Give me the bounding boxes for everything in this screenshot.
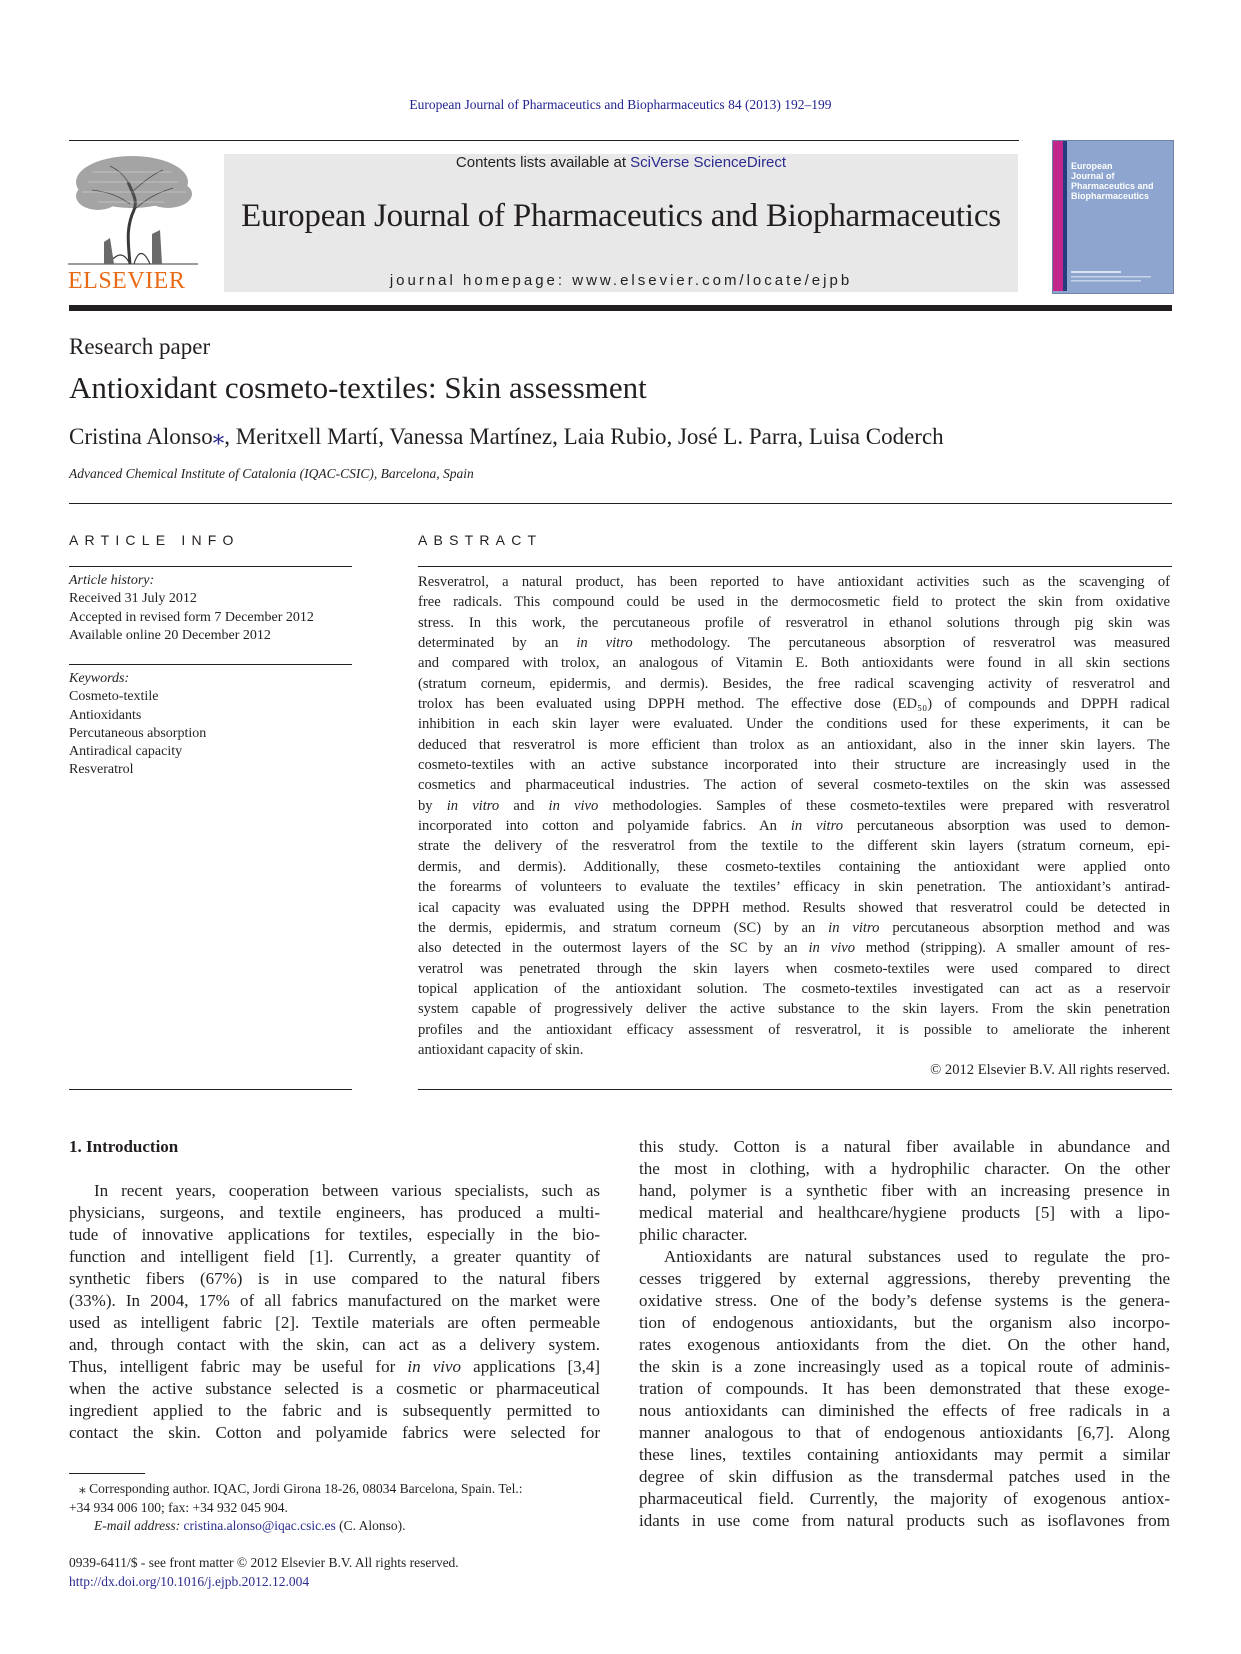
body-line: hand, polymer is a synthetic fiber with an increasing presence in <box>639 1181 1170 1200</box>
email-link[interactable]: cristina.alonso@iqac.csic.es <box>183 1518 336 1533</box>
cover-title: European Journal of Pharmaceutics and Biopharmaceutics <box>1071 161 1154 201</box>
contents-prefix: Contents lists available at <box>455 154 631 171</box>
footnote-corresponding: ⁎ Corresponding author. IQAC, Jordi Girona 18-26, 08034 Barcelona, Spain. Tel.: <box>79 1481 523 1496</box>
journal-homepage[interactable]: journal homepage: www.elsevier.com/locate/ejpb <box>389 272 853 289</box>
body-line: degree of skin diffusion as the transdermal patches used in the <box>639 1467 1170 1486</box>
body-line: idants in use come from natural products such as isoflavones from <box>639 1511 1170 1530</box>
email-label: E-mail address: <box>94 1518 184 1533</box>
abstract-heading: ABSTRACT <box>418 532 543 548</box>
elsevier-tree-logo <box>68 152 198 268</box>
header-thick-rule <box>69 305 1172 311</box>
abstract-line: dermis, and dermis). Additionally, these cosmeto-textiles containing the antioxidant were applied onto <box>418 858 1170 875</box>
abstract-line: the dermis, epidermis, and stratum corneum (SC) by an in vitro percutaneous absorption method and was <box>418 919 1170 936</box>
body-line: function and intelligent field [1]. Currently, a greater quantity of <box>69 1247 600 1266</box>
body-line: when the active substance selected is a cosmetic or pharmaceutical <box>69 1379 600 1398</box>
header-top-rule <box>69 140 1019 141</box>
cover-magenta-band <box>1053 141 1063 291</box>
body-line: oxidative stress. One of the body’s defense systems is the genera- <box>639 1291 1170 1310</box>
issn-line: 0939-6411/$ - see front matter © 2012 Elsevier B.V. All rights reserved. <box>69 1555 459 1570</box>
footnote-email-line <box>69 1517 609 1536</box>
abstract-line: cosmeto-textiles with an active substance incorporated into their structure are increasingly used in the <box>418 757 1170 774</box>
keywords-rule <box>69 664 352 665</box>
footnote-rule <box>69 1473 145 1474</box>
cover-navy-band <box>1063 141 1067 291</box>
abstract-line: and compared with trolox, an analogous of Vitamin E. Both antioxidants were found in all skin sections <box>418 655 1170 672</box>
abstract-line: by in vitro and in vivo methodologies. Samples of these cosmeto-textiles were prepared with resveratrol <box>418 797 1170 814</box>
cover-footer-lines <box>1071 269 1161 283</box>
body-line: and, through contact with the skin, can act as a delivery system. <box>69 1335 600 1354</box>
abstract-line: inhibition in each skin layer were evaluated. Under the conditions used for these experiments, it can be <box>418 716 1170 733</box>
section-heading-introduction: 1. Introduction <box>69 1137 179 1156</box>
body-line: rates exogenous antioxidants from the diet. On the other hand, <box>639 1335 1170 1354</box>
abstract-line: profiles and the antioxidant efficacy assessment of resveratrol, it is possible to ameliorate the inherent <box>418 1021 1170 1038</box>
body-line: (33%). In 2004, 17% of all fabrics manufactured on the market were <box>69 1291 600 1310</box>
keyword-item: Percutaneous absorption <box>69 725 207 741</box>
article-type: Research paper <box>69 334 211 359</box>
abstract-bottom-rule <box>418 1089 1172 1090</box>
keyword-item: Antioxidants <box>69 707 142 723</box>
other-authors: , Meritxell Martí, Vanessa Martínez, Laia Rubio, José L. Parra, Luisa Coderch <box>224 424 944 449</box>
history-label: Article history: <box>69 573 155 588</box>
abstract-line: antioxidant capacity of skin. <box>418 1041 584 1058</box>
abstract-line: system capable of progressively deliver the active substance to the skin layers. From the skin penetration <box>418 1001 1170 1018</box>
elsevier-wordmark: ELSEVIER <box>68 268 186 294</box>
abstract-line: determinated by an in vitro methodology. The percutaneous absorption of resveratrol was measured <box>418 635 1170 652</box>
abstract-body <box>418 572 1170 1081</box>
body-line: physicians, surgeons, and textile engineers, has produced a multi- <box>69 1203 600 1222</box>
history-accepted: Accepted in revised form 7 December 2012 <box>69 609 314 625</box>
contents-available-line <box>224 154 1018 171</box>
abstract-line: deduced that resveratrol is more efficient than trolox as an antioxidant, also in the inner skin layers. The <box>418 736 1170 753</box>
body-line: ingredient applied to the fabric and is subsequently permitted to <box>69 1401 600 1420</box>
body-line: philic character. <box>639 1225 748 1244</box>
body-line: these lines, textiles containing antioxidants may permit a similar <box>639 1445 1170 1464</box>
corresponding-author-mark[interactable]: ⁎ <box>212 424 225 449</box>
body-line: tration of compounds. It has been demonstrated that these exoge- <box>639 1379 1170 1398</box>
body-line: In recent years, cooperation between various specialists, such as <box>94 1181 600 1200</box>
abstract-line: topical application of the antioxidant solution. The cosmeto-textiles investigated can act as a reservoir <box>418 980 1170 997</box>
abstract-line: stress. In this work, the percutaneous profile of resveratrol in ethanol solutions through pig skin was <box>418 614 1170 631</box>
body-line: medical material and healthcare/hygiene products [5] with a lipo- <box>639 1203 1170 1222</box>
body-line: pharmaceutical field. Currently, the majority of exogenous antiox- <box>639 1489 1170 1508</box>
front-matter-info <box>69 1554 629 1591</box>
keywords-block <box>69 670 354 780</box>
keyword-item: Cosmeto-textile <box>69 689 159 705</box>
first-author: Cristina Alonso <box>69 424 213 449</box>
journal-cover-thumbnail <box>1052 140 1174 294</box>
body-line: this study. Cotton is a natural fiber available in abundance and <box>639 1137 1170 1156</box>
email-suffix: (C. Alonso). <box>335 1518 406 1533</box>
body-line: Thus, intelligent fabric may be useful for in vivo applications [3,4] <box>69 1357 601 1376</box>
intro-left-column <box>69 1180 600 1444</box>
doi-link[interactable]: http://dx.doi.org/10.1016/j.ejpb.2012.12.004 <box>69 1573 310 1589</box>
abstract-line: ical capacity was evaluated using the DPPH method. Results showed that resveratrol could be detected in <box>418 899 1170 916</box>
abstract-line: incorporated into cotton and polyamide fabrics. An in vitro percutaneous absorption was used to demon- <box>418 818 1170 835</box>
corresponding-author-footnote <box>69 1480 609 1536</box>
abstract-line: veratrol was penetrated through the skin layers when cosmeto-textiles were used compared to direct <box>418 960 1170 977</box>
body-line: tude of innovative applications for textiles, especially in the bio- <box>69 1225 600 1244</box>
abstract-top-rule <box>418 566 1172 567</box>
article-history <box>69 572 354 645</box>
body-line: the most in clothing, with a hydrophilic character. On the other <box>639 1159 1170 1178</box>
article-info-rule <box>69 566 352 567</box>
history-online: Available online 20 December 2012 <box>69 627 271 643</box>
body-line: the skin is a zone increasingly used as a topical route of adminis- <box>639 1357 1170 1376</box>
author-list <box>69 424 944 450</box>
keyword-item: Antiradical capacity <box>69 744 183 760</box>
body-line: tion of endogenous antioxidants, but the organism also incorpo- <box>639 1313 1170 1332</box>
footnote-phone: +34 934 006 100; fax: +34 932 045 904. <box>69 1499 288 1515</box>
body-line: cesses triggered by external aggressions, thereby preventing the <box>639 1269 1170 1288</box>
sciencedirect-link[interactable]: SciVerse ScienceDirect <box>630 154 787 171</box>
body-line: used as intelligent fabric [2]. Textile materials are often permeable <box>69 1313 600 1332</box>
keywords-label: Keywords: <box>69 671 130 686</box>
abstract-line: free radicals. This compound could be used in the dermocosmetic field to protect the skin from oxidative <box>418 594 1170 611</box>
abstract-line: the forearms of volunteers to evaluate the textiles’ efficacy in skin penetration. The antioxidant’s antirad- <box>418 879 1170 896</box>
history-received: Received 31 July 2012 <box>69 591 197 607</box>
copyright-notice: © 2012 Elsevier B.V. All rights reserved. <box>930 1062 1170 1079</box>
abstract-line: strate the delivery of the resveratrol from the textile to the different skin layers (stratum corneum, epi- <box>418 838 1170 855</box>
abstract-line: (stratum corneum, epidermis, and dermis). Besides, the free radical scavenging activity of resveratrol and <box>418 675 1170 692</box>
paper-title: Antioxidant cosmeto-textiles: Skin assessment <box>69 370 647 405</box>
body-line: Antioxidants are natural substances used to regulate the pro- <box>664 1247 1170 1266</box>
abstract-line: also detected in the outermost layers of the SC by an in vivo method (stripping). A smaller amount of res- <box>418 940 1170 957</box>
keyword-item: Resveratrol <box>69 762 134 778</box>
body-line: synthetic fibers (67%) is in use compared to the natural fibers <box>69 1269 600 1288</box>
journal-citation[interactable]: European Journal of Pharmaceutics and Biopharmaceutics 84 (2013) 192–199 <box>409 97 832 112</box>
article-info-heading: ARTICLE INFO <box>69 532 240 548</box>
abstract-line: cosmetics and pharmaceutical industries. The action of several cosmeto-textiles on the skin was assessed <box>418 777 1170 794</box>
body-line: manner analogous to that of endogenous antioxidants [6,7]. Along <box>639 1423 1170 1442</box>
affiliation: Advanced Chemical Institute of Catalonia (IQAC-CSIC), Barcelona, Spain <box>69 466 474 481</box>
journal-name: European Journal of Pharmaceutics and Biopharmaceutics <box>241 198 1001 234</box>
body-line: nous antioxidants can diminished the effects of free radicals in a <box>639 1401 1170 1420</box>
abstract-line: Resveratrol, a natural product, has been reported to have antioxidant activities such as the scavenging of <box>418 574 1170 590</box>
info-bottom-rule <box>69 1089 352 1090</box>
info-top-rule <box>69 503 1172 504</box>
intro-right-column <box>639 1136 1170 1532</box>
abstract-line: trolox has been evaluated using DPPH method. The effective dose (ED₅₀) of compounds and DPPH radical <box>418 696 1170 713</box>
body-line: contact the skin. Cotton and polyamide fabrics were selected for <box>69 1423 600 1442</box>
